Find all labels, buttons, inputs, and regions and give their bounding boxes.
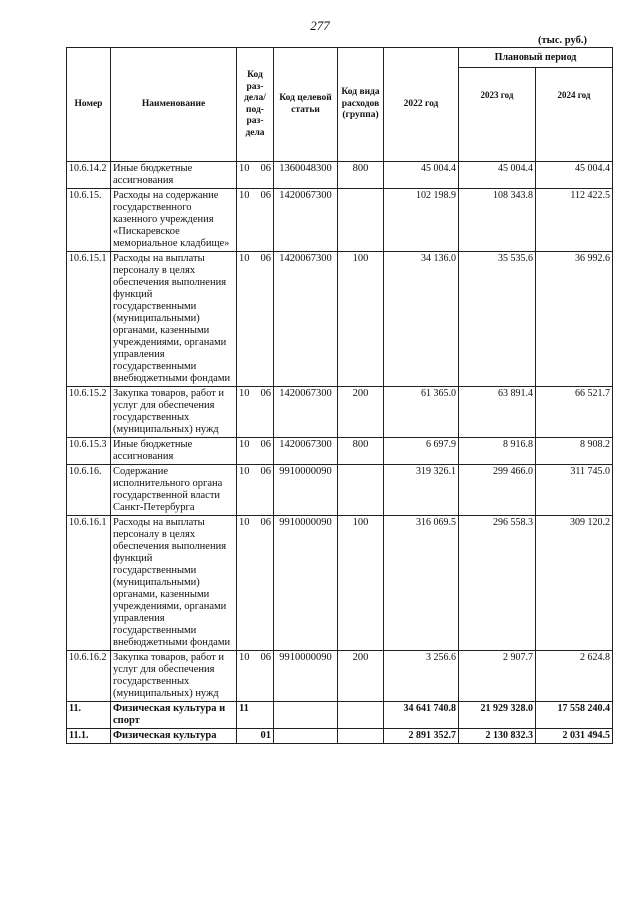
- row-value-2024: 8 908.2: [536, 438, 613, 465]
- row-name: Расходы на содержание государственного казенного учреждения «Пискаревское мемориальное кладбище»: [111, 189, 237, 252]
- row-exp-type: 800: [338, 438, 384, 465]
- row-value-2023: 45 004.4: [459, 162, 536, 189]
- row-name: Закупка товаров, работ и услуг для обеспечения государственных (муниципальных) нужд: [111, 387, 237, 438]
- col-2022-header: 2022 год: [384, 48, 459, 162]
- table-row: [67, 729, 613, 744]
- row-section-code: [237, 729, 274, 744]
- row-value-2024: 45 004.4: [536, 162, 613, 189]
- row-exp-type: 100: [338, 516, 384, 651]
- row-section-code: [237, 387, 274, 438]
- row-name: Иные бюджетные ассигнования: [111, 438, 237, 465]
- row-value-2023: 2 907.7: [459, 651, 536, 702]
- section-code-pair: [239, 730, 271, 742]
- row-number: 10.6.16.2: [67, 651, 111, 702]
- section-code: 10: [239, 388, 250, 399]
- units-label: (тыс. руб.): [538, 35, 587, 46]
- row-value-2023: 35 535.6: [459, 252, 536, 387]
- row-value-2024: 36 992.6: [536, 252, 613, 387]
- section-code: 10: [239, 517, 250, 528]
- section-code-pair: [239, 652, 271, 664]
- row-target-code: [274, 729, 338, 744]
- subsection-code: 06: [260, 439, 271, 450]
- row-number: 10.6.16.1: [67, 516, 111, 651]
- row-value-2023: 8 916.8: [459, 438, 536, 465]
- row-name: Содержание исполнительного органа государственной власти Санкт-Петербурга: [111, 465, 237, 516]
- budget-table: [66, 47, 613, 744]
- row-name: Иные бюджетные ассигнования: [111, 162, 237, 189]
- col-number-header: Номер: [67, 48, 111, 162]
- section-code: 10: [239, 439, 250, 450]
- row-value-2023: 21 929 328.0: [459, 702, 536, 729]
- row-section-code: [237, 702, 274, 729]
- table-row: [67, 465, 613, 516]
- row-value-2023: 63 891.4: [459, 387, 536, 438]
- row-target-code: 1420067300: [274, 252, 338, 387]
- row-target-code: 1420067300: [274, 387, 338, 438]
- row-target-code: 9910000090: [274, 651, 338, 702]
- row-value-2023: 299 466.0: [459, 465, 536, 516]
- row-target-code: 1420067300: [274, 189, 338, 252]
- section-code: 11: [239, 703, 249, 714]
- subsection-code: 06: [260, 253, 271, 264]
- row-number: 10.6.15.1: [67, 252, 111, 387]
- section-code: 10: [239, 163, 250, 174]
- row-number: 11.: [67, 702, 111, 729]
- row-value-2023: 108 343.8: [459, 189, 536, 252]
- row-value-2024: 66 521.7: [536, 387, 613, 438]
- row-exp-type: [338, 465, 384, 516]
- row-exp-type: [338, 189, 384, 252]
- table-row: [67, 702, 613, 729]
- section-code: 10: [239, 652, 250, 663]
- section-code-pair: [239, 466, 271, 478]
- row-section-code: [237, 162, 274, 189]
- row-number: 10.6.16.: [67, 465, 111, 516]
- row-target-code: [274, 702, 338, 729]
- row-name: Физическая культура: [111, 729, 237, 744]
- section-code-pair: [239, 703, 271, 715]
- row-section-code: [237, 651, 274, 702]
- table-row: [67, 189, 613, 252]
- section-code-pair: [239, 163, 271, 175]
- row-target-code: 9910000090: [274, 465, 338, 516]
- row-value-2024: 2 624.8: [536, 651, 613, 702]
- row-value-2023: 296 558.3: [459, 516, 536, 651]
- row-section-code: [237, 438, 274, 465]
- subsection-code: 06: [260, 190, 271, 201]
- page-number: 277: [310, 18, 330, 33]
- table-body: [67, 162, 613, 744]
- section-code: 10: [239, 190, 250, 201]
- row-value-2022: 6 697.9: [384, 438, 459, 465]
- subsection-code: 01: [260, 730, 271, 741]
- row-name: Расходы на выплаты персоналу в целях обеспечения выполнения функций государственными (муниципальными) органами, казенными учреждениями, органами управления государственными внебюджетными фондами: [111, 252, 237, 387]
- row-value-2022: 102 198.9: [384, 189, 459, 252]
- row-value-2022: 34 641 740.8: [384, 702, 459, 729]
- row-value-2022: 34 136.0: [384, 252, 459, 387]
- row-exp-type: 800: [338, 162, 384, 189]
- table-row: [67, 252, 613, 387]
- col-target-header: Код целевой статьи: [274, 48, 338, 162]
- row-value-2022: 316 069.5: [384, 516, 459, 651]
- row-value-2024: 309 120.2: [536, 516, 613, 651]
- row-section-code: [237, 252, 274, 387]
- table-row: [67, 162, 613, 189]
- row-section-code: [237, 189, 274, 252]
- row-section-code: [237, 465, 274, 516]
- section-code: 10: [239, 253, 250, 264]
- subsection-code: 06: [260, 517, 271, 528]
- section-code-pair: [239, 253, 271, 265]
- row-section-code: [237, 516, 274, 651]
- row-value-2022: 319 326.1: [384, 465, 459, 516]
- section-code-pair: [239, 388, 271, 400]
- table-row: [67, 438, 613, 465]
- row-value-2022: 61 365.0: [384, 387, 459, 438]
- subsection-code: 06: [260, 652, 271, 663]
- row-number: 11.1.: [67, 729, 111, 744]
- row-value-2024: 2 031 494.5: [536, 729, 613, 744]
- row-exp-type: 200: [338, 651, 384, 702]
- row-exp-type: 100: [338, 252, 384, 387]
- col-name-header: Наименование: [111, 48, 237, 162]
- row-number: 10.6.15.3: [67, 438, 111, 465]
- col-2024-header: 2024 год: [536, 68, 613, 162]
- col-2023-header: 2023 год: [459, 68, 536, 162]
- row-exp-type: [338, 729, 384, 744]
- row-name: Закупка товаров, работ и услуг для обеспечения государственных (муниципальных) нужд: [111, 651, 237, 702]
- row-value-2023: 2 130 832.3: [459, 729, 536, 744]
- row-value-2022: 3 256.6: [384, 651, 459, 702]
- row-number: 10.6.14.2: [67, 162, 111, 189]
- row-value-2024: 17 558 240.4: [536, 702, 613, 729]
- col-exptype-header: Код вида расходов (группа): [338, 48, 384, 162]
- section-code-pair: [239, 517, 271, 529]
- row-name: Расходы на выплаты персоналу в целях обеспечения выполнения функций государственными (муниципальными) органами, казенными учреждениями, органами управления государственными внебюджетными фондами: [111, 516, 237, 651]
- planned-period-header: Плановый период: [459, 48, 613, 68]
- row-value-2022: 45 004.4: [384, 162, 459, 189]
- table-row: [67, 651, 613, 702]
- row-exp-type: 200: [338, 387, 384, 438]
- section-code-pair: [239, 190, 271, 202]
- row-value-2024: 311 745.0: [536, 465, 613, 516]
- section-code: 10: [239, 466, 250, 477]
- row-target-code: 1360048300: [274, 162, 338, 189]
- table-row: [67, 387, 613, 438]
- subsection-code: 06: [260, 388, 271, 399]
- section-code-pair: [239, 439, 271, 451]
- row-target-code: 9910000090: [274, 516, 338, 651]
- row-number: 10.6.15.2: [67, 387, 111, 438]
- row-target-code: 1420067300: [274, 438, 338, 465]
- row-value-2024: 112 422.5: [536, 189, 613, 252]
- row-number: 10.6.15.: [67, 189, 111, 252]
- row-name: Физическая культура и спорт: [111, 702, 237, 729]
- subsection-code: 06: [260, 163, 271, 174]
- subsection-code: 06: [260, 466, 271, 477]
- col-section-header: Код раз-дела/ под-раз-дела: [237, 48, 274, 162]
- table-row: [67, 516, 613, 651]
- row-value-2022: 2 891 352.7: [384, 729, 459, 744]
- row-exp-type: [338, 702, 384, 729]
